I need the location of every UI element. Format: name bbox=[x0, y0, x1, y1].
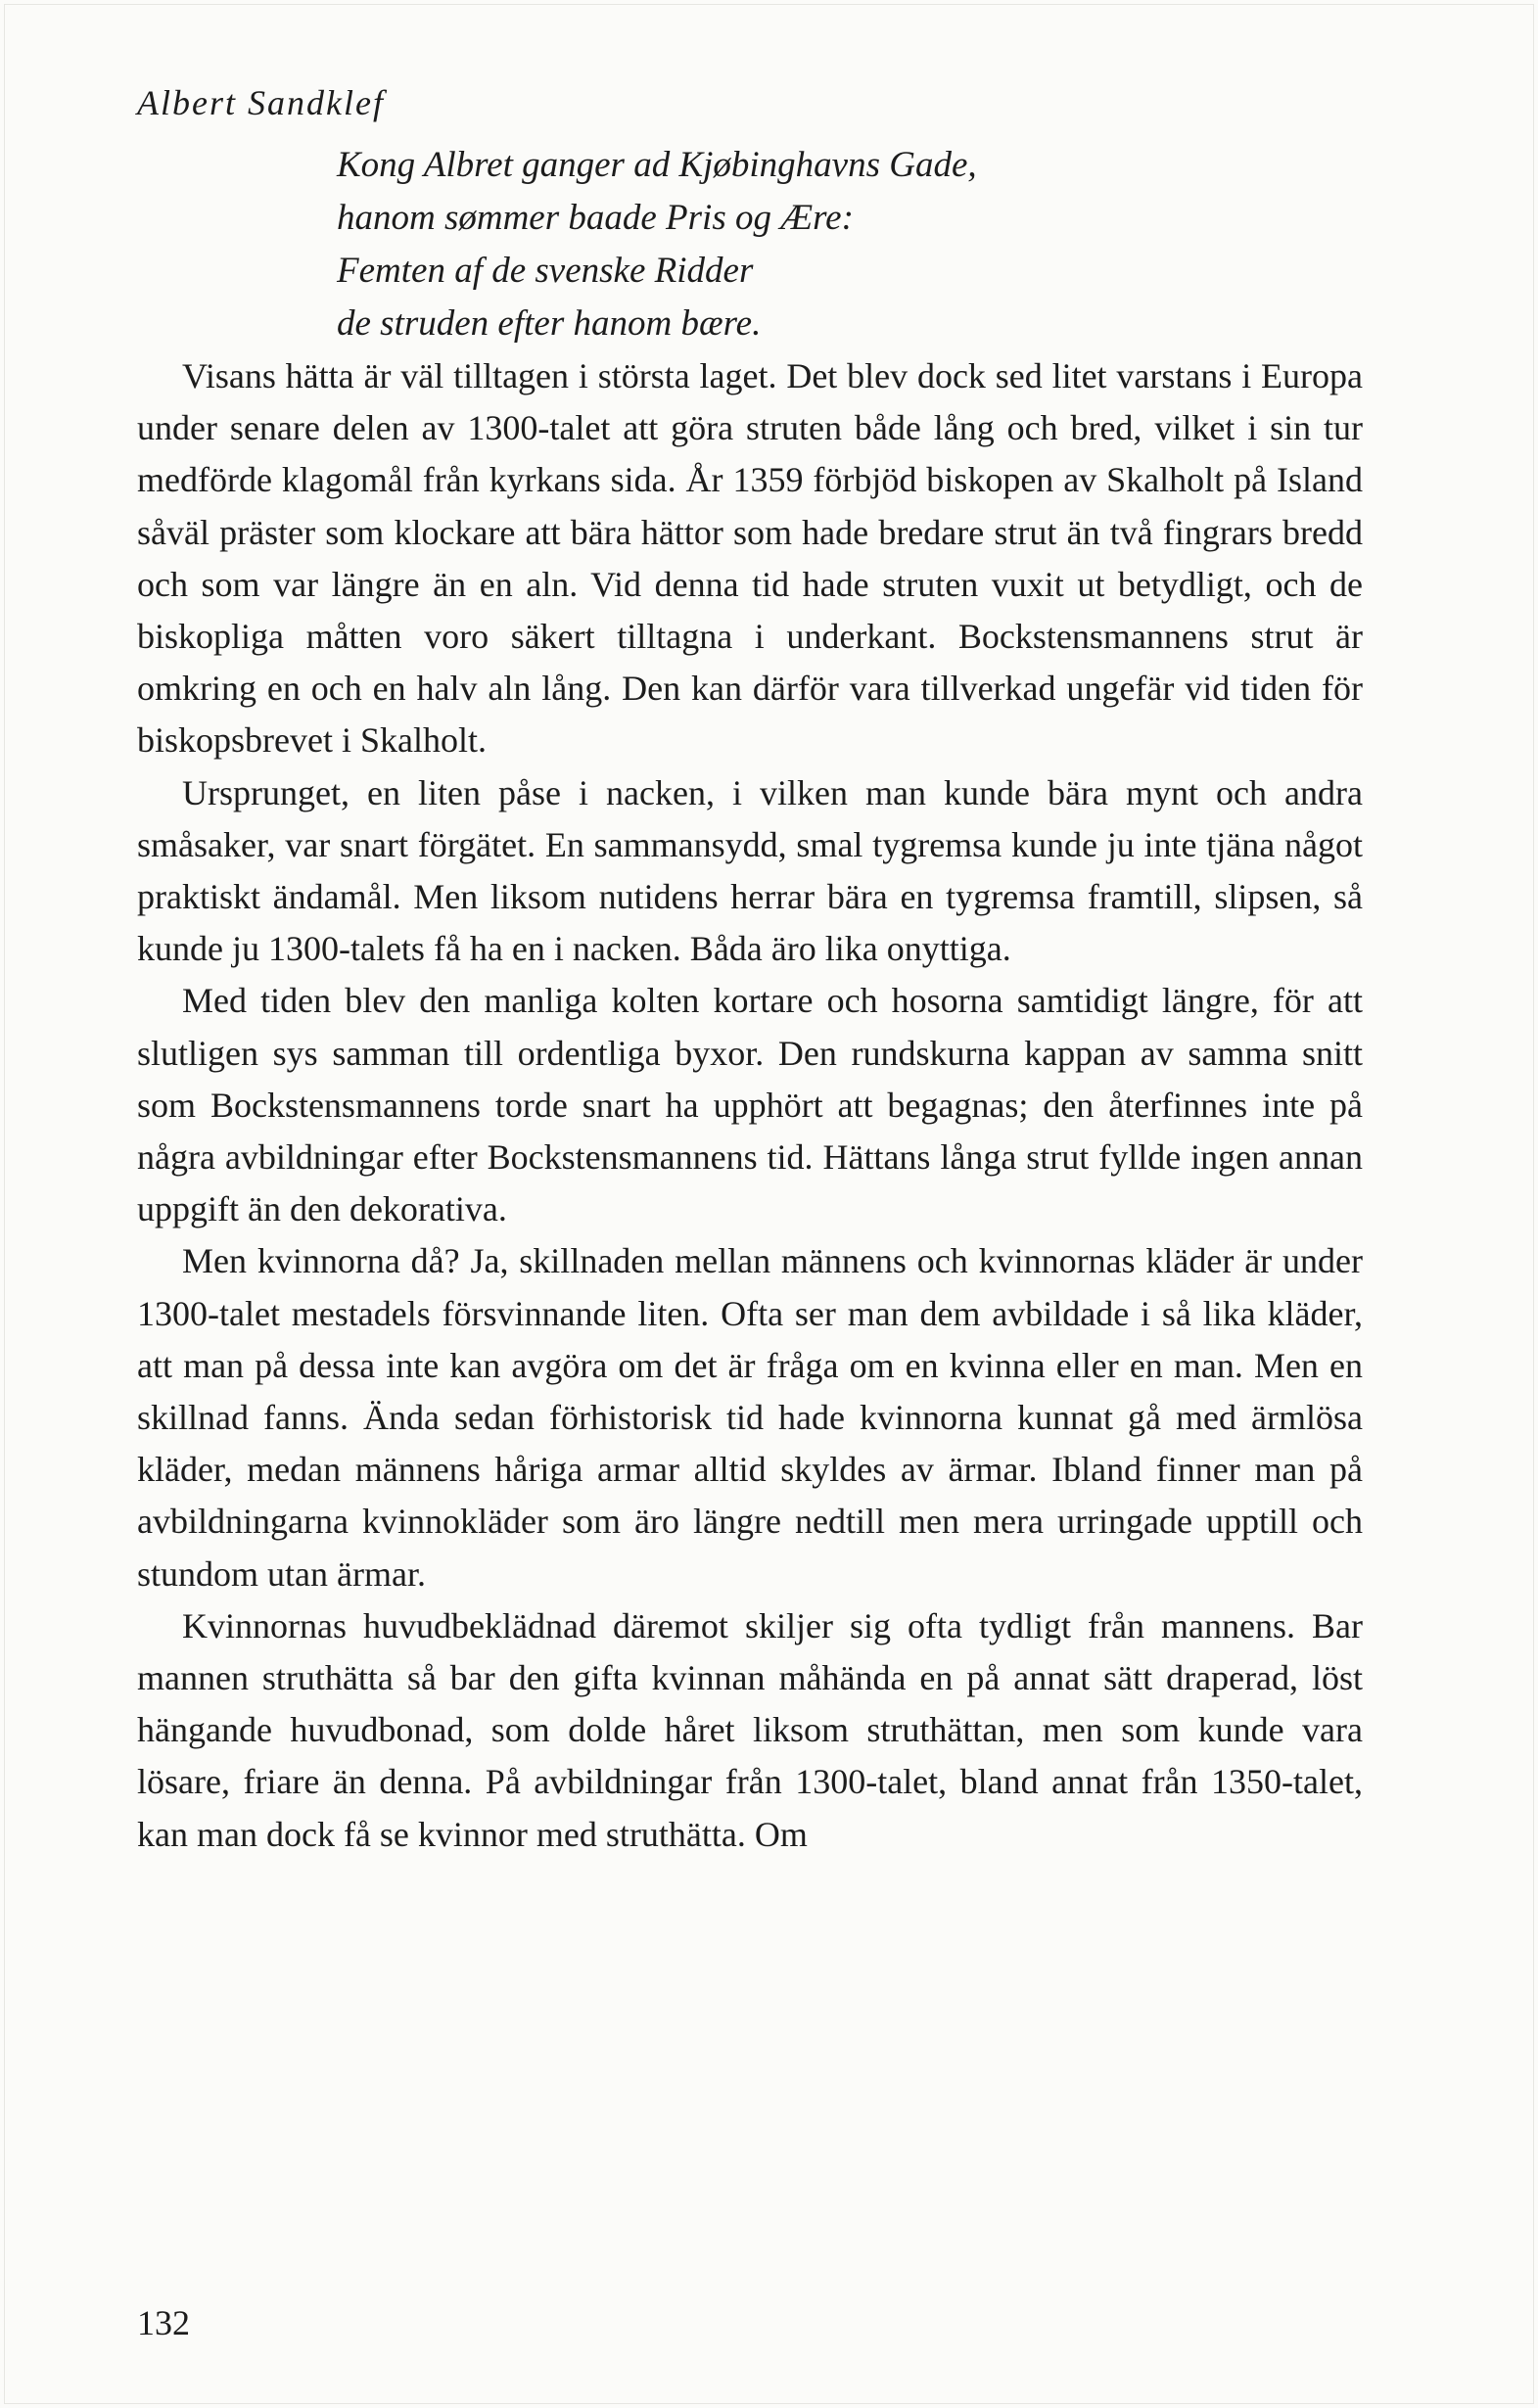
verse-quotation bbox=[337, 139, 1365, 350]
verse-line: hanom sømmer baade Pris og Ære: bbox=[337, 198, 854, 238]
paragraph: Ursprunget, en liten påse i nacken, i vilken man kunde bära mynt och andra småsaker, var snart förgätet. En sammansydd, smal tygremsa kunde ju inte tjäna något praktiskt ändamål. Men liksom nutidens herrar bära en tygremsa framtill, slipsen, så kunde ju 1300-talets få ha en i nacken. Båda äro lika onyttiga. bbox=[137, 772, 1363, 969]
paragraph: Kvinnornas huvudbeklädnad däremot skiljer sig ofta tydligt från mannens. Bar mannen struthätta så bar den gifta kvinnan måhända en på annat sätt draperad, löst hängande huvudbonad, som dolde håret liksom struthättan, men som kunde vara lösare, friare än denna. På avbildningar från 1300-talet, bland annat från 1350-talet, kan man dock få se kvinnor med struthätta. Om bbox=[137, 1605, 1363, 1854]
body-text bbox=[137, 350, 1363, 1861]
page-number: 132 bbox=[137, 2303, 190, 2342]
verse-line: Kong Albret ganger ad Kjøbinghavns Gade, bbox=[337, 145, 977, 185]
running-head-author: Albert Sandklef bbox=[137, 83, 385, 122]
verse-line: Femten af de svenske Ridder bbox=[337, 251, 754, 291]
paragraph: Visans hätta är väl tilltagen i största laget. Det blev dock sed litet varstans i Europa under senare delen av 1300-talet att göra struten både lång och bred, vilket i sin tur medförde klagomål från kyrkans sida. År 1359 förbjöd biskopen av Skalholt på Island såväl präster som klockare att bära hättor som hade bredare strut än två fingrars bredd och som var längre än en aln. Vid denna tid hade struten vuxit ut betydligt, och de biskopliga måtten voro säkert tilltagna i underkant. Bockstensmannens strut är omkring en och en halv aln lång. Den kan därför vara tillverkad ungefär vid tiden för biskopsbrevet i Skalholt. bbox=[137, 356, 1363, 761]
paragraph: Men kvinnorna då? Ja, skillnaden mellan männens och kvinnornas kläder är under 1300-talet mestadels försvinnande liten. Ofta ser man dem avbildade i så lika kläder, att man på dessa inte kan avgöra om det är fråga om en kvinna eller en man. Men en skillnad fanns. Ända sedan förhistorisk tid hade kvinnorna kunnat gå med ärmlösa kläder, medan männens håriga armar alltid skyldes av ärmar. Ibland finner man på avbildningarna kvinnokläder som äro längre nedtill men mera urringade upptill och stundom utan ärmar. bbox=[137, 1241, 1363, 1594]
paragraph: Med tiden blev den manliga kolten kortare och hosorna samtidigt längre, för att slutligen sys samman till ordentliga byxor. Den rundskurna kappan av samma snitt som Bockstensmannens torde snart ha upphört att begagnas; den återfinnes inte på några avbildningar efter Bockstensmannens tid. Hättans långa strut fyllde ingen annan uppgift än den dekorativa. bbox=[137, 981, 1363, 1229]
verse-line: de struden efter hanom bære. bbox=[337, 303, 762, 344]
